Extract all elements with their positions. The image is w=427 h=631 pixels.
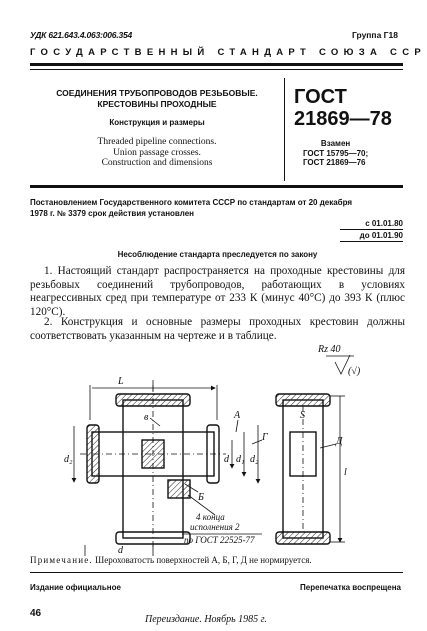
title-ru-line1: СОЕДИНЕНИЯ ТРУБОПРОВОДОВ РЕЗЬБОВЫЕ. (56, 88, 258, 98)
reissue-note: Переиздание. Ноябрь 1985 г. (145, 614, 267, 625)
label-B: Б (198, 492, 204, 503)
date-from: с 01.01.80 (340, 218, 403, 230)
note-label: Примечание. (30, 555, 93, 565)
side-top-end (276, 394, 330, 406)
label-A-leader (236, 420, 238, 432)
law-warning: Несоблюдение стандарта преследуется по закону (117, 250, 318, 259)
replaces-2: ГОСТ 21869—76 (303, 158, 366, 167)
label-A: А (234, 410, 241, 421)
date-to: до 01.01.90 (340, 230, 403, 242)
label-D: Д (336, 436, 343, 447)
official-edition: Издание официальное (30, 583, 121, 592)
replaces-1: ГОСТ 15795—70; (303, 148, 369, 158)
group-code: Группа Г18 (352, 30, 398, 40)
dim-d1-label: d₁ (236, 454, 245, 465)
decree-line1: Постановлением Государственного комитета СССР по стандартам от 20 декабря (30, 198, 353, 207)
title-ru-line2: КРЕСТОВИНЫ ПРОХОДНЫЕ (97, 99, 217, 109)
drawing-note (30, 555, 405, 565)
roughness-paren: (√) (348, 366, 361, 377)
callout-line1: 4 конца (196, 512, 225, 522)
paragraph-1-text: 1. Настоящий стандарт распространяется на проходные крестовины для резьбовых соединений трубопроводов, работающих в условиях неагрессивных сред при температуре от 233 К (минус 40°С) до 393 К (плюс 120°С). (30, 265, 405, 318)
dim-L-label: L (118, 376, 124, 387)
paragraph-2-text: 2. Конструкция и основные размеры проходных крестовин должны соответствовать указанным на чертеже и в таблице. (30, 316, 405, 342)
dim-S-label: S (300, 410, 305, 421)
dim-v-label: в (144, 412, 149, 423)
title-ru-sub: Конструкция и размеры (109, 118, 205, 127)
title-en-line3: Construction and dimensions (101, 158, 213, 168)
callout-line3: по ГОСТ 22525-77 (184, 535, 255, 545)
standard-line: ГОСУДАРСТВЕННЫЙ СТАНДАРТ СОЮЗА ССР (30, 47, 427, 58)
label-v-leader (150, 418, 160, 426)
dim-bottom-label: d (118, 545, 123, 556)
note-text: Шероховатость поверхностей А, Б, Г, Д не нормируется. (95, 555, 312, 565)
dim-d2-right-label: d₂ (250, 454, 259, 465)
reprint-prohibited: Перепечатка воспрещена (300, 583, 401, 592)
title-en-line2: Union passage crosses. (113, 147, 201, 158)
roughness-label: Rz 40 (318, 344, 341, 355)
title-en-line1: Threaded pipeline connections. (97, 137, 217, 147)
dim-l-label: l (344, 467, 347, 478)
side-bottom-end (276, 532, 330, 544)
label-G: Г (262, 432, 268, 443)
dim-d-label: d (224, 454, 229, 465)
decree-line2: 1978 г. № 3379 срок действия установлен (30, 208, 194, 218)
label-G-leader (252, 440, 262, 444)
gost-word: ГОСТ (294, 86, 347, 108)
footer-rule (30, 572, 403, 573)
udk-code: УДК 621.643.4.063:006.354 (30, 30, 133, 40)
page-number: 46 (30, 608, 42, 619)
replaces-label: Взамен (320, 139, 351, 148)
dim-d2-label: d₂ (64, 454, 73, 465)
gost-number: 21869—78 (294, 108, 392, 130)
callout-line2: исполнения 2 (190, 522, 240, 532)
section-cut-hatch (168, 480, 190, 498)
